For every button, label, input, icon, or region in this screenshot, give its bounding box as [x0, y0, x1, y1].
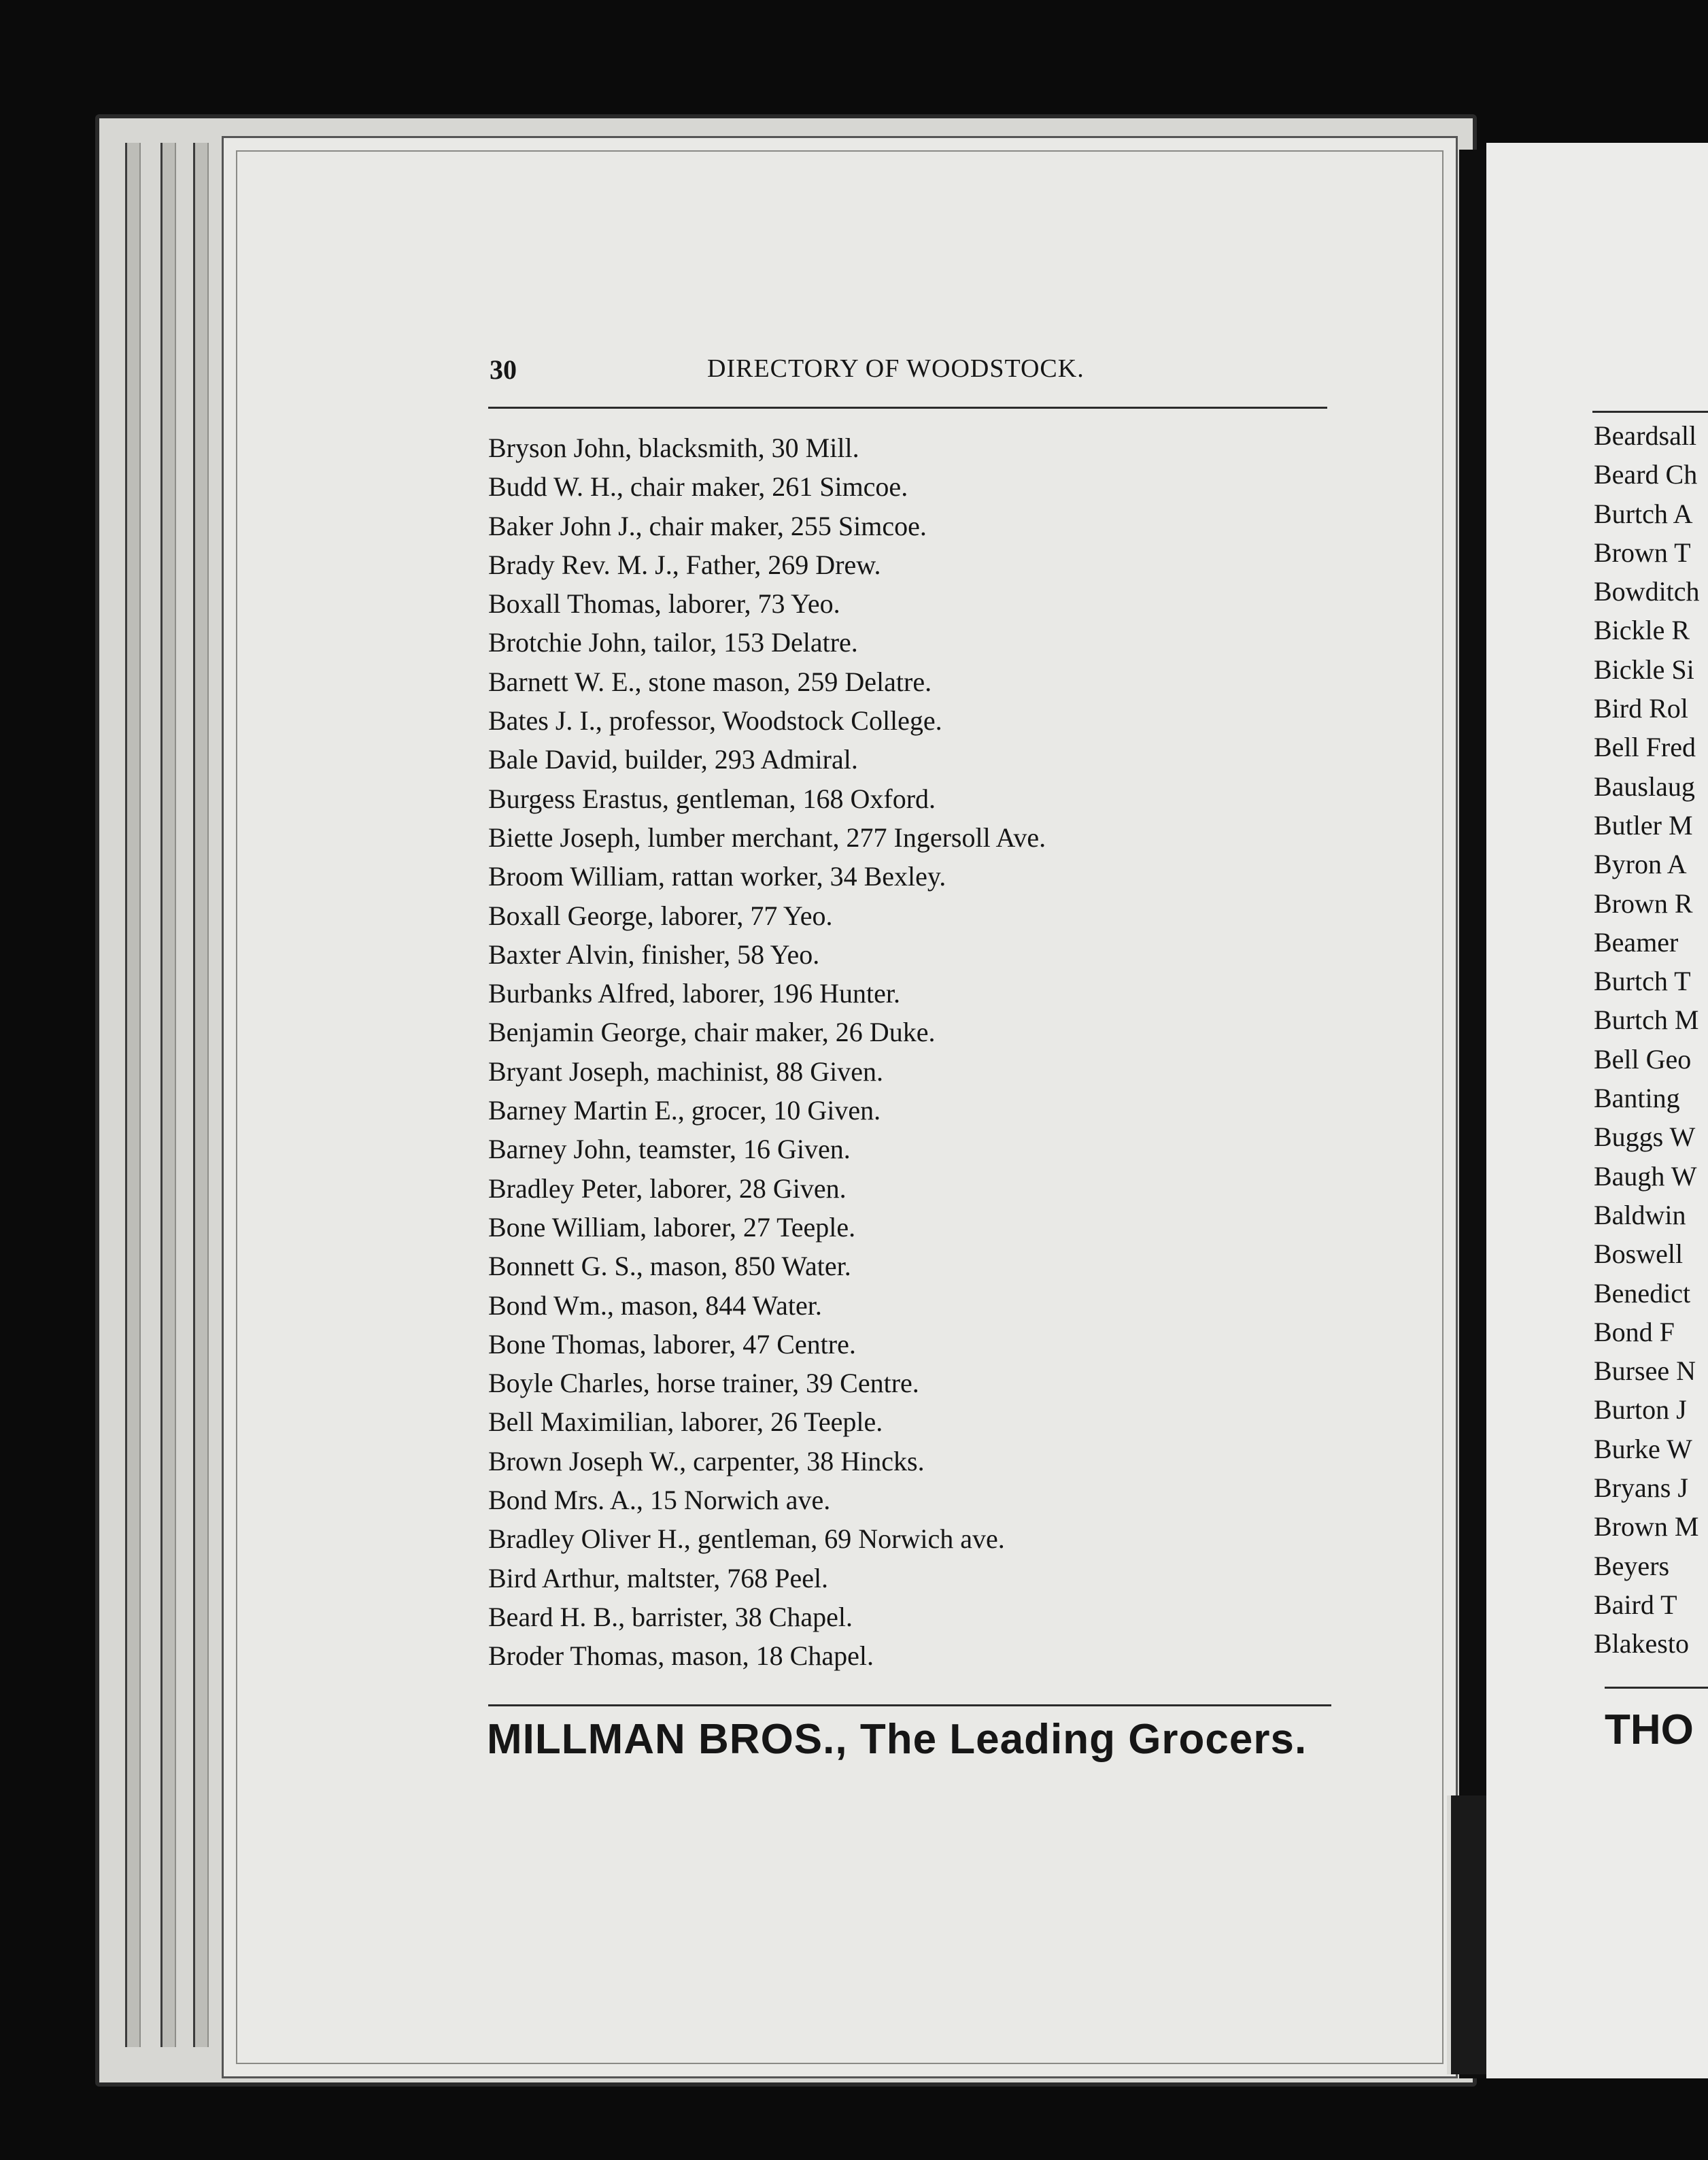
page-number: 30: [490, 354, 517, 385]
list-item: Burtch M: [1594, 1005, 1699, 1036]
page-header: [490, 354, 1326, 401]
facing-advertisement: THO: [1605, 1706, 1694, 1753]
list-item: Bell Geo: [1594, 1043, 1692, 1075]
list-item: Beyers: [1594, 1550, 1670, 1581]
list-item: Brady Rev. M. J., Father, 269 Drew.: [488, 549, 881, 580]
list-item: Bursee N: [1594, 1355, 1696, 1387]
list-item: Broder Thomas, mason, 18 Chapel.: [488, 1640, 874, 1672]
list-item: Burtch A: [1594, 498, 1693, 529]
directory-entries: [488, 428, 1338, 1676]
list-item: Bauslaug: [1594, 771, 1695, 802]
list-item: Bradley Oliver H., gentleman, 69 Norwich ave.: [488, 1523, 1005, 1555]
list-item: Buggs W: [1594, 1121, 1696, 1153]
page-edge: [125, 143, 141, 2047]
list-item: Burbanks Alfred, laborer, 196 Hunter.: [488, 978, 901, 1009]
list-item: Boyle Charles, horse trainer, 39 Centre.: [488, 1368, 919, 1399]
list-item: Benjamin George, chair maker, 26 Duke.: [488, 1017, 936, 1048]
list-item: Burton J: [1594, 1394, 1687, 1425]
list-item: Biette Joseph, lumber merchant, 277 Ingersoll Ave.: [488, 822, 1046, 853]
list-item: Bryson John, blacksmith, 30 Mill.: [488, 433, 859, 463]
list-item: Boxall Thomas, laborer, 73 Yeo.: [488, 588, 840, 620]
list-item: Bradley Peter, laborer, 28 Given.: [488, 1172, 847, 1204]
list-item: Beard H. B., barrister, 38 Chapel.: [488, 1601, 853, 1632]
list-item: Bale David, builder, 293 Admiral.: [488, 744, 858, 775]
list-item: Bird Arthur, maltster, 768 Peel.: [488, 1562, 829, 1593]
binding-tab: [1447, 1795, 1490, 2074]
list-item: Brown T: [1594, 537, 1691, 568]
list-item: Boxall George, laborer, 77 Yeo.: [488, 900, 833, 931]
list-item: Bickle Si: [1594, 654, 1694, 685]
list-item: Barnett W. E., stone mason, 259 Delatre.: [488, 666, 932, 697]
list-item: Brown Joseph W., carpenter, 38 Hincks.: [488, 1445, 925, 1476]
list-item: Baugh W: [1594, 1160, 1697, 1192]
list-item: Bates J. I., professor, Woodstock College.: [488, 705, 942, 737]
running-title: DIRECTORY OF WOODSTOCK.: [707, 354, 1084, 383]
list-item: Bickle R: [1594, 615, 1690, 646]
header-rule: [488, 407, 1327, 409]
list-item: Bone William, laborer, 27 Teeple.: [488, 1211, 856, 1243]
list-item: Bryant Joseph, machinist, 88 Given.: [488, 1056, 884, 1087]
list-item: Bryans J: [1594, 1472, 1688, 1504]
list-item: Benedict: [1594, 1277, 1691, 1309]
list-item: Beamer: [1594, 926, 1679, 958]
list-item: Burke W: [1594, 1433, 1692, 1464]
list-item: Bowditch: [1594, 576, 1700, 607]
advertisement: MILLMAN BROS., The Leading Grocers.: [487, 1716, 1308, 1763]
list-item: Bond Mrs. A., 15 Norwich ave.: [488, 1485, 831, 1516]
list-item: Barney Martin E., grocer, 10 Given.: [488, 1095, 881, 1126]
facing-footer-rule: [1605, 1687, 1708, 1689]
list-item: Bonnett G. S., mason, 850 Water.: [488, 1251, 851, 1282]
list-item: Beard Ch: [1594, 459, 1698, 490]
list-item: Brown R: [1594, 888, 1693, 919]
page-edge: [160, 143, 176, 2047]
list-item: Baldwin: [1594, 1199, 1686, 1230]
book-gutter: [1459, 150, 1486, 2078]
list-item: Butler M: [1594, 809, 1693, 841]
list-item: Baxter Alvin, finisher, 58 Yeo.: [488, 939, 820, 970]
list-item: Banting: [1594, 1083, 1680, 1114]
list-item: Budd W. H., chair maker, 261 Simcoe.: [488, 471, 908, 503]
list-item: Blakesto: [1594, 1628, 1689, 1659]
list-item: Bell Maximilian, laborer, 26 Teeple.: [488, 1406, 883, 1438]
list-item: Byron A: [1594, 849, 1687, 880]
list-item: Baker John J., chair maker, 255 Simcoe.: [488, 510, 927, 541]
list-item: Bell Fred: [1594, 732, 1696, 763]
list-item: Brotchie John, tailor, 153 Delatre.: [488, 627, 858, 658]
list-item: Baird T: [1594, 1589, 1677, 1620]
list-item: Boswell: [1594, 1238, 1684, 1270]
facing-header-rule: [1592, 411, 1708, 413]
facing-page-entries: [1594, 416, 1708, 1664]
list-item: Barney John, teamster, 16 Given.: [488, 1134, 851, 1165]
list-item: Bond Wm., mason, 844 Water.: [488, 1289, 822, 1321]
list-item: Bond F: [1594, 1316, 1675, 1347]
list-item: Bone Thomas, laborer, 47 Centre.: [488, 1328, 856, 1360]
list-item: Bird Rol: [1594, 693, 1688, 724]
list-item: Broom William, rattan worker, 34 Bexley.: [488, 861, 946, 892]
page-edge: [193, 143, 209, 2047]
footer-rule: [488, 1704, 1331, 1706]
list-item: Burgess Erastus, gentleman, 168 Oxford.: [488, 783, 936, 814]
list-item: Brown M: [1594, 1511, 1699, 1542]
list-item: Beardsall: [1594, 420, 1697, 451]
list-item: Burtch T: [1594, 966, 1691, 997]
